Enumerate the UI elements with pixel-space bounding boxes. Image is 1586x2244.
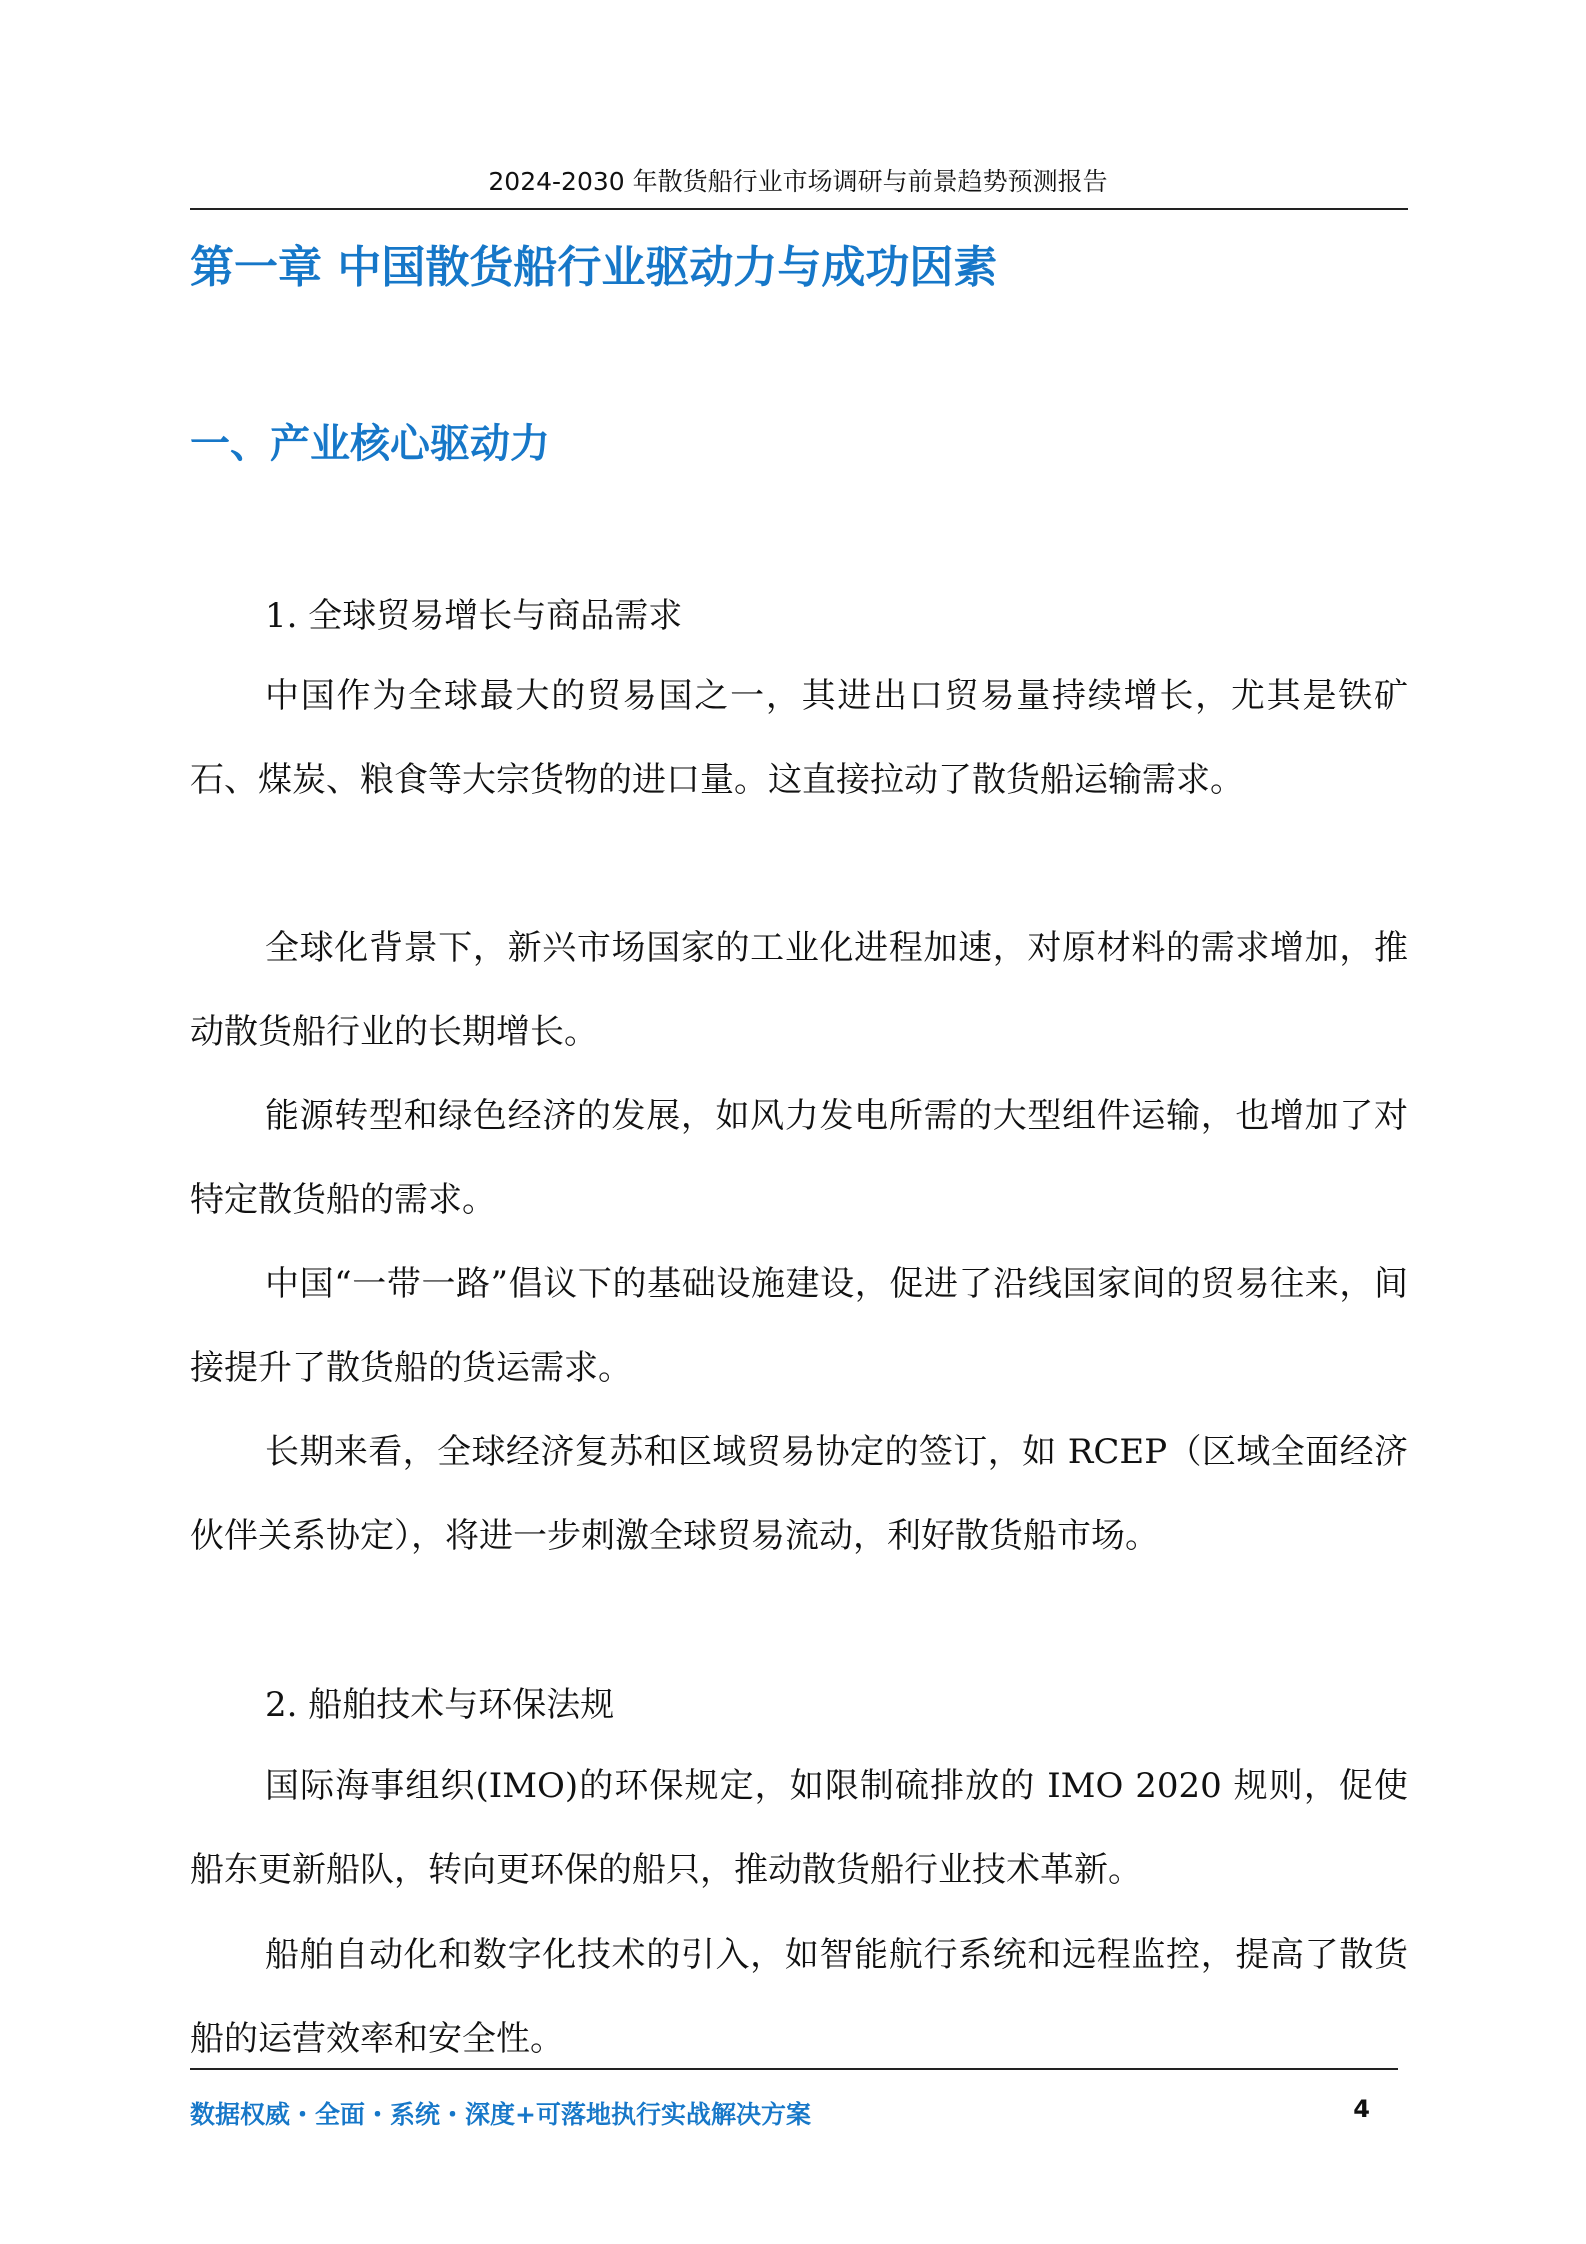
paragraph: 国际海事组织(IMO)的环保规定，如限制硫排放的 IMO 2020 规则，促使船东更新船队，转向更环保的船只，推动散货船行业技术革新。 (190, 1766, 1408, 1890)
paragraph: 能源转型和绿色经济的发展，如风力发电所需的大型组件运输，也增加了对特定散货船的需求。 (190, 1096, 1408, 1220)
chapter-title: 第一章 中国散货船行业驱动力与成功因素 (190, 242, 998, 293)
footer-slogan: 数据权威・全面・系统・深度+可落地执行实战解决方案 (190, 2100, 811, 2129)
paragraph: 船舶自动化和数字化技术的引入，如智能航行系统和远程监控，提高了散货船的运营效率和安全性。 (190, 1935, 1408, 2059)
footer-divider (190, 2068, 1398, 2070)
paragraph: 中国作为全球最大的贸易国之一，其进出口贸易量持续增长，尤其是铁矿石、煤炭、粮食等大宗货物的进口量。这直接拉动了散货船运输需求。 (190, 676, 1408, 800)
running-header-title: 2024-2030 年散货船行业市场调研与前景趋势预测报告 (488, 167, 1108, 196)
subsection-heading: 1. 全球贸易增长与商品需求 (265, 596, 683, 636)
paragraph: 长期来看，全球经济复苏和区域贸易协定的签订，如 RCEP（区域全面经济伙伴关系协定），将进一步刺激全球贸易流动，利好散货船市场。 (190, 1432, 1408, 1556)
subsection-heading: 2. 船舶技术与环保法规 (265, 1685, 615, 1725)
page-number: 4 (1353, 2095, 1370, 2123)
paragraph: 中国“一带一路”倡议下的基础设施建设，促进了沿线国家间的贸易往来，间接提升了散货船的货运需求。 (190, 1264, 1408, 1388)
header-divider (190, 208, 1408, 210)
section-title: 一、产业核心驱动力 (190, 421, 550, 467)
paragraph: 全球化背景下，新兴市场国家的工业化进程加速，对原材料的需求增加，推动散货船行业的长期增长。 (190, 928, 1408, 1052)
